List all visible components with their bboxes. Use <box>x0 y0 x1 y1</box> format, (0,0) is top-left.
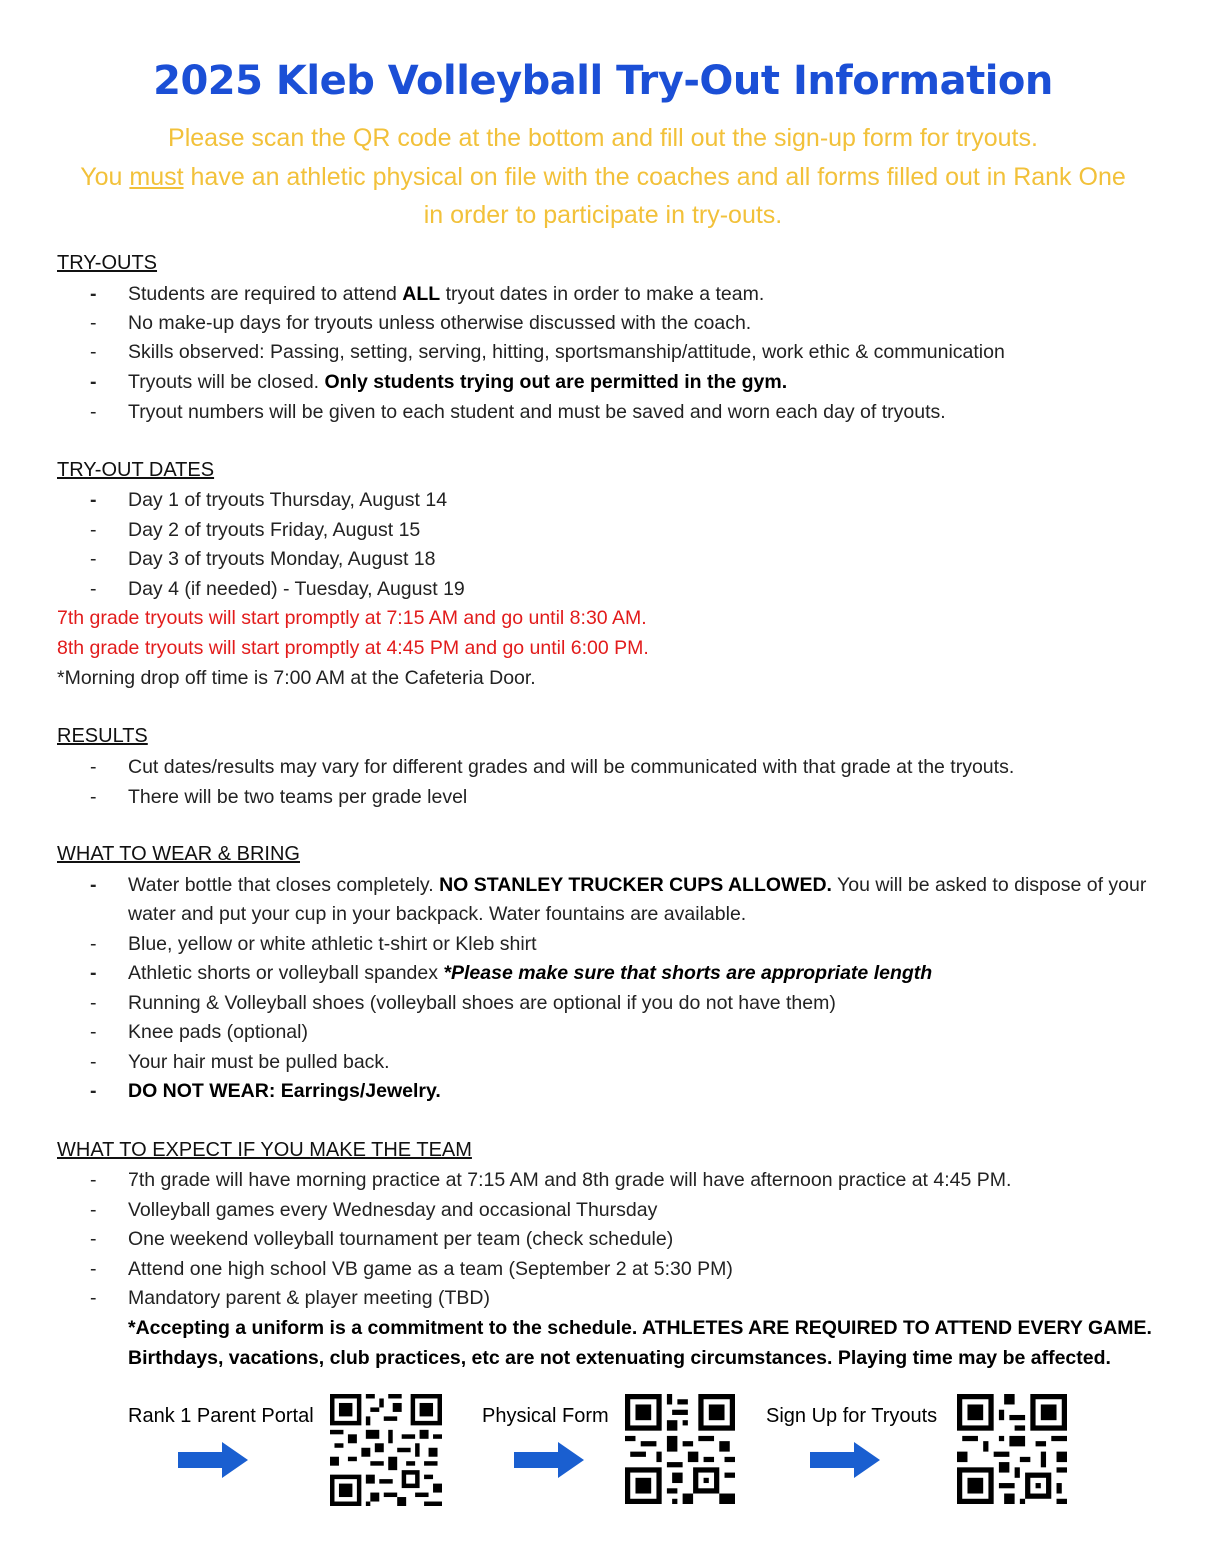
intro-line-2: You must have an athletic physical on file with the coaches and all forms filled out in Rank One <box>80 163 1126 191</box>
arrow-right-icon <box>512 1440 586 1480</box>
list-item: - Day 3 of tryouts Monday, August 18 <box>90 548 436 570</box>
list-item: - Knee pads (optional) <box>90 1021 308 1043</box>
list-item: - Day 2 of tryouts Friday, August 15 <box>90 519 421 541</box>
commitment-note-1: *Accepting a uniform is a commitment to the schedule. ATHLETES ARE REQUIRED TO ATTEND EVERY GAME. <box>128 1317 1152 1339</box>
list-item: - Day 4 (if needed) - Tuesday, August 19 <box>90 578 465 600</box>
list-item: - No make-up days for tryouts unless otherwise discussed with the coach. <box>90 312 752 334</box>
tryouts-heading: TRY-OUTS <box>57 252 158 274</box>
list-item: - Athletic shorts or volleyball spandex *Please make sure that shorts are appropriate length <box>90 962 933 984</box>
signup-label: Sign Up for Tryouts <box>766 1405 938 1427</box>
list-item-continuation: water and put your cup in your backpack. Water fountains are available. <box>128 903 747 925</box>
list-item: - Tryout numbers will be given to each student and must be saved and worn each day of tryouts. <box>90 401 946 423</box>
list-item: - Tryouts will be closed. Only students trying out are permitted in the gym. <box>90 371 788 393</box>
dates-heading: TRY-OUT DATES <box>57 459 215 481</box>
list-item: - Students are required to attend ALL tryout dates in order to make a team. <box>90 283 765 305</box>
portal-qr-code[interactable] <box>330 1394 442 1506</box>
intro-line-1: Please scan the QR code at the bottom and fill out the sign-up form for tryouts. <box>168 124 1038 152</box>
list-item: - Volleyball games every Wednesday and occasional Thursday <box>90 1199 658 1221</box>
commitment-note-2: Birthdays, vacations, club practices, etc are not extenuating circumstances. Playing time may be affected. <box>128 1347 1111 1369</box>
arrow-right-icon <box>808 1440 882 1480</box>
list-item: - One weekend volleyball tournament per team (check schedule) <box>90 1228 674 1250</box>
list-item: - Attend one high school VB game as a team (September 2 at 5:30 PM) <box>90 1258 733 1280</box>
physical-form-qr-code[interactable] <box>625 1394 735 1504</box>
wear-heading: WHAT TO WEAR & BRING <box>57 843 300 865</box>
expect-heading: WHAT TO EXPECT IF YOU MAKE THE TEAM <box>57 1139 472 1161</box>
signup-qr-code[interactable] <box>957 1394 1067 1504</box>
eighth-grade-time: 8th grade tryouts will start promptly at 4:45 PM and go until 6:00 PM. <box>57 637 649 659</box>
list-item: - Blue, yellow or white athletic t-shirt or Kleb shirt <box>90 933 537 955</box>
list-item: - Water bottle that closes completely. NO STANLEY TRUCKER CUPS ALLOWED. You will be asked to dispose of your <box>90 874 1147 896</box>
seventh-grade-time: 7th grade tryouts will start promptly at 7:15 AM and go until 8:30 AM. <box>57 607 647 629</box>
list-item: - Mandatory parent & player meeting (TBD) <box>90 1287 490 1309</box>
list-item: - 7th grade will have morning practice at 7:15 AM and 8th grade will have afternoon practice at 4:45 PM. <box>90 1169 1012 1191</box>
list-item: - Your hair must be pulled back. <box>90 1051 390 1073</box>
list-item: - There will be two teams per grade level <box>90 786 468 808</box>
list-item: - Running & Volleyball shoes (volleyball shoes are optional if you do not have them) <box>90 992 836 1014</box>
list-item: - Skills observed: Passing, setting, serving, hitting, sportsmanship/attitude, work ethic & communication <box>90 341 1005 363</box>
dropoff-note: *Morning drop off time is 7:00 AM at the Cafeteria Door. <box>57 667 536 689</box>
portal-label: Rank 1 Parent Portal <box>128 1405 314 1427</box>
arrow-right-icon <box>176 1440 250 1480</box>
results-heading: RESULTS <box>57 725 148 747</box>
list-item: - Day 1 of tryouts Thursday, August 14 <box>90 489 448 511</box>
list-item: - DO NOT WEAR: Earrings/Jewelry. <box>90 1080 441 1102</box>
physical-form-label: Physical Form <box>482 1405 609 1427</box>
intro-line-3: in order to participate in try-outs. <box>423 201 783 229</box>
page-title: 2025 Kleb Volleyball Try-Out Information <box>153 58 1053 104</box>
list-item: - Cut dates/results may vary for different grades and will be communicated with that grade at the tryouts. <box>90 756 1015 778</box>
must-emphasis: must <box>129 163 184 191</box>
